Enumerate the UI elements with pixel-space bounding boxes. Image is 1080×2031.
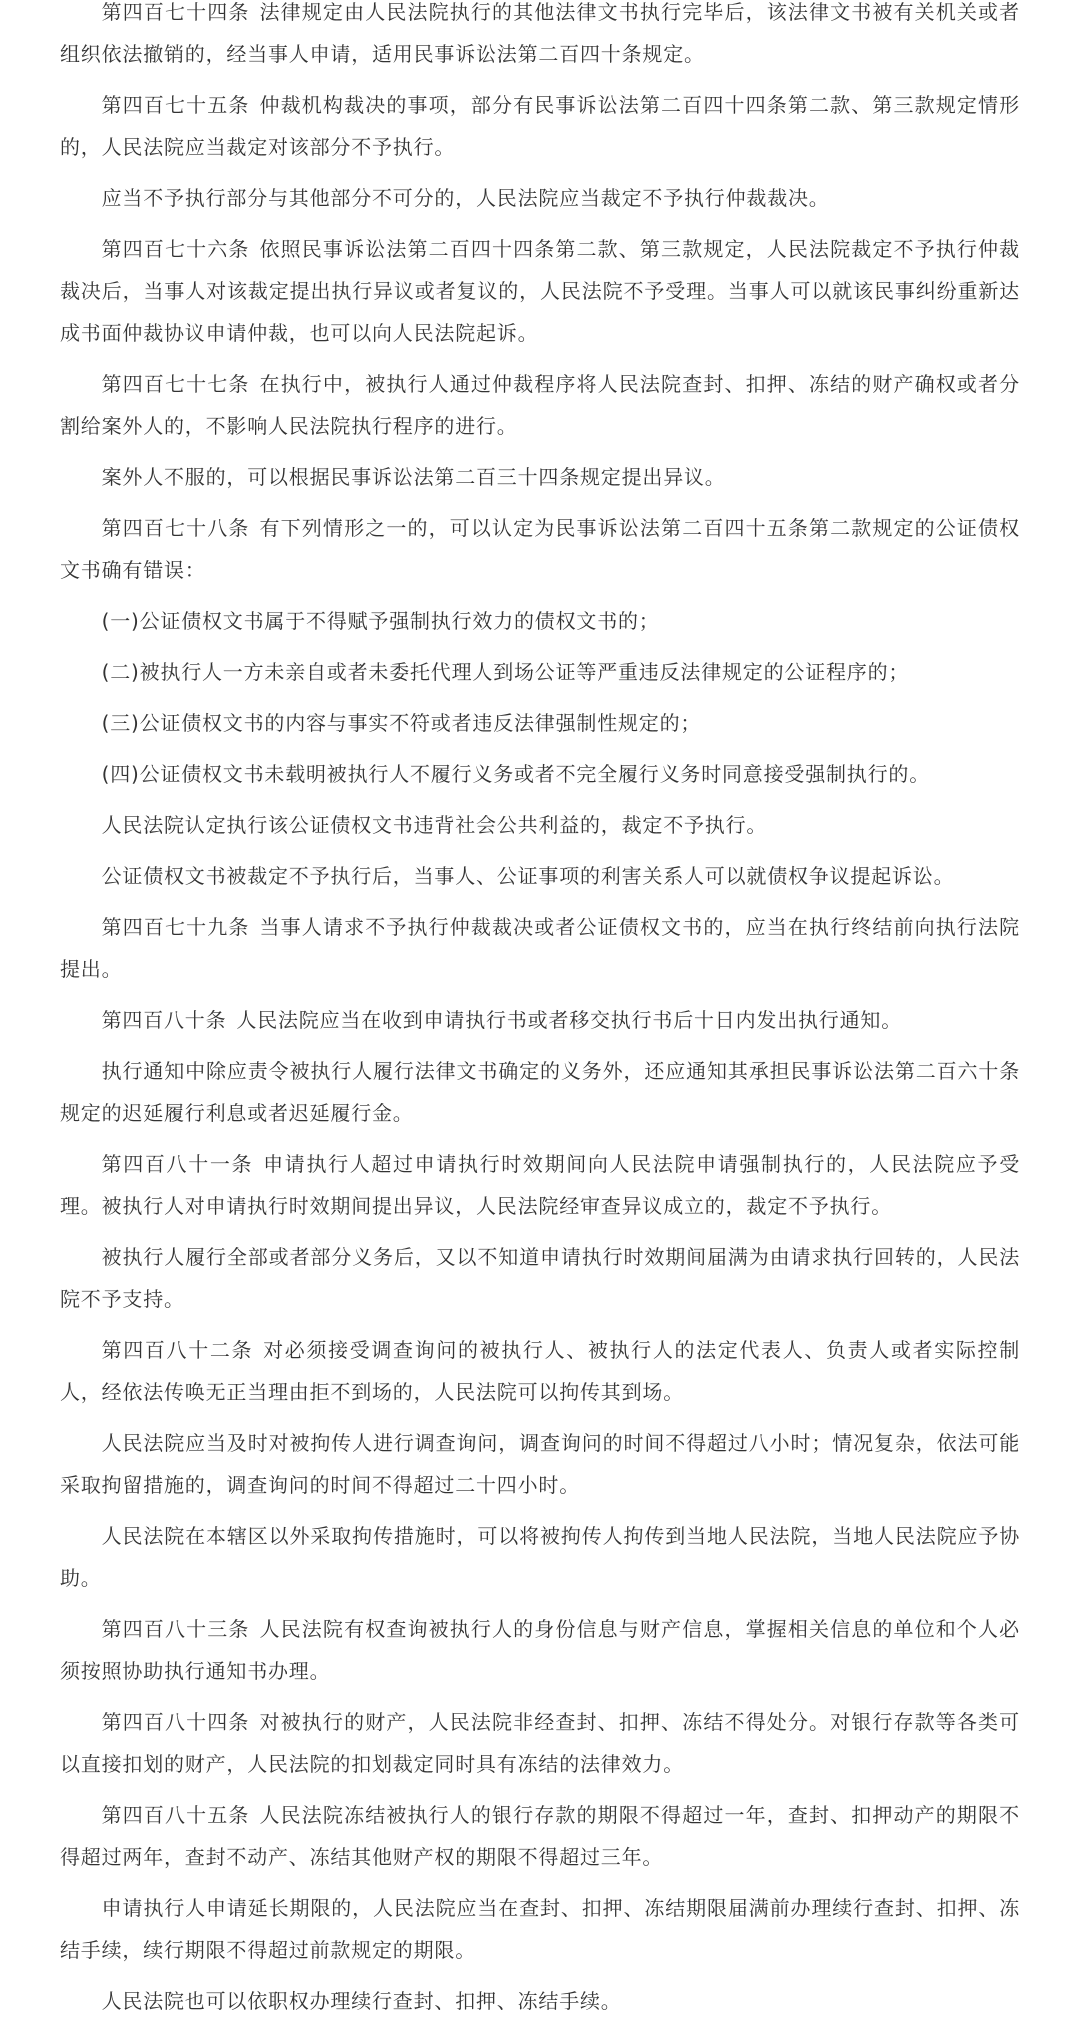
article-485-clause-2 bbox=[60, 1887, 1020, 1971]
article-482-paragraph bbox=[60, 1329, 1020, 1413]
paragraph-text: 人民法院冻结被执行人的银行存款的期限不得超过一年，查封、扣押动产的期限不得超过两年，查封不动产、冻结其他财产权的期限不得超过三年。 bbox=[60, 1803, 1020, 1869]
article-483-paragraph bbox=[60, 1608, 1020, 1692]
article-number: 第四百八十条 bbox=[101, 1008, 227, 1032]
article-number: 第四百八十一条 bbox=[101, 1152, 254, 1176]
paragraph-text: 公证债权文书被裁定不予执行后，当事人、公证事项的利害关系人可以就债权争议提起诉讼。 bbox=[101, 864, 955, 888]
article-482-clause-2 bbox=[60, 1422, 1020, 1506]
paragraph-text: 人民法院也可以依职权办理续行查封、扣押、冻结手续。 bbox=[101, 1989, 622, 2013]
paragraph-text: 对被执行的财产，人民法院非经查封、扣押、冻结不得处分。对银行存款等各类可以直接扣划的财产，人民法院的扣划裁定同时具有冻结的法律效力。 bbox=[60, 1710, 1020, 1776]
paragraph-text: 对必须接受调查询问的被执行人、被执行人的法定代表人、负责人或者实际控制人，经依法传唤无正当理由拒不到场的，人民法院可以拘传其到场。 bbox=[60, 1338, 1020, 1404]
article-480-clause-2 bbox=[60, 1050, 1020, 1134]
article-478-item-1 bbox=[60, 600, 1020, 642]
article-481-paragraph bbox=[60, 1143, 1020, 1227]
article-479-paragraph bbox=[60, 906, 1020, 990]
article-478-item-2 bbox=[60, 651, 1020, 693]
paragraph-text: 人民法院有权查询被执行人的身份信息与财产信息，掌握相关信息的单位和个人必须按照协助执行通知书办理。 bbox=[60, 1617, 1020, 1683]
article-476-paragraph bbox=[60, 228, 1020, 354]
paragraph-text: 案外人不服的，可以根据民事诉讼法第二百三十四条规定提出异议。 bbox=[101, 465, 726, 489]
article-number: 第四百八十二条 bbox=[101, 1338, 254, 1362]
article-number: 第四百七十九条 bbox=[101, 915, 250, 939]
article-477-clause-2 bbox=[60, 456, 1020, 498]
list-item-text: (二)被执行人一方未亲自或者未委托代理人到场公证等严重违反法律规定的公证程序的； bbox=[101, 660, 910, 684]
legal-document-body bbox=[60, 0, 1020, 2031]
article-481-clause-2 bbox=[60, 1236, 1020, 1320]
article-482-clause-3 bbox=[60, 1515, 1020, 1599]
paragraph-text: 人民法院应当在收到申请执行书或者移交执行书后十日内发出执行通知。 bbox=[236, 1008, 903, 1032]
article-484-paragraph bbox=[60, 1701, 1020, 1785]
article-475-paragraph bbox=[60, 84, 1020, 168]
article-number: 第四百八十三条 bbox=[101, 1617, 250, 1641]
article-478-clause-2 bbox=[60, 804, 1020, 846]
paragraph-text: 当事人请求不予执行仲裁裁决或者公证债权文书的，应当在执行终结前向执行法院提出。 bbox=[60, 915, 1020, 981]
paragraph-text: 有下列情形之一的，可以认定为民事诉讼法第二百四十五条第二款规定的公证债权文书确有错误： bbox=[60, 516, 1020, 582]
paragraph-text: 应当不予执行部分与其他部分不可分的，人民法院应当裁定不予执行仲裁裁决。 bbox=[101, 186, 830, 210]
article-number: 第四百七十六条 bbox=[101, 237, 250, 261]
paragraph-text: 申请执行人超过申请执行时效期间向人民法院申请强制执行的，人民法院应予受理。被执行人对申请执行时效期间提出异议，人民法院经审查异议成立的，裁定不予执行。 bbox=[60, 1152, 1020, 1218]
paragraph-text: 依照民事诉讼法第二百四十四条第二款、第三款规定，人民法院裁定不予执行仲裁裁决后，当事人对该裁定提出执行异议或者复议的，人民法院不予受理。当事人可以就该民事纠纷重新达成书面仲裁协议申请仲裁，也可以向人民法院起诉。 bbox=[60, 237, 1020, 345]
paragraph-text: 被执行人履行全部或者部分义务后，又以不知道申请执行时效期间届满为由请求执行回转的，人民法院不予支持。 bbox=[60, 1245, 1020, 1311]
paragraph-text: 申请执行人申请延长期限的，人民法院应当在查封、扣押、冻结期限届满前办理续行查封、扣押、冻结手续，续行期限不得超过前款规定的期限。 bbox=[60, 1896, 1020, 1962]
article-478-clause-3 bbox=[60, 855, 1020, 897]
paragraph-text: 人民法院在本辖区以外采取拘传措施时，可以将被拘传人拘传到当地人民法院，当地人民法院应予协助。 bbox=[60, 1524, 1020, 1590]
article-477-paragraph bbox=[60, 363, 1020, 447]
article-480-paragraph bbox=[60, 999, 1020, 1041]
article-474-paragraph bbox=[60, 0, 1020, 75]
paragraph-text: 人民法院应当及时对被拘传人进行调查询问，调查询问的时间不得超过八小时；情况复杂，依法可能采取拘留措施的，调查询问的时间不得超过二十四小时。 bbox=[60, 1431, 1020, 1497]
list-item-text: (三)公证债权文书的内容与事实不符或者违反法律强制性规定的； bbox=[101, 711, 702, 735]
article-485-clause-3 bbox=[60, 1980, 1020, 2022]
article-number: 第四百七十八条 bbox=[101, 516, 250, 540]
list-item-text: (四)公证债权文书未载明被执行人不履行义务或者不完全履行义务时同意接受强制执行的。 bbox=[101, 762, 930, 786]
article-475-clause-2 bbox=[60, 177, 1020, 219]
list-item-text: (一)公证债权文书属于不得赋予强制执行效力的债权文书的； bbox=[101, 609, 660, 633]
article-number: 第四百八十四条 bbox=[101, 1710, 250, 1734]
paragraph-text: 在执行中，被执行人通过仲裁程序将人民法院查封、扣押、冻结的财产确权或者分割给案外人的，不影响人民法院执行程序的进行。 bbox=[60, 372, 1020, 438]
article-478-paragraph bbox=[60, 507, 1020, 591]
article-number: 第四百七十七条 bbox=[101, 372, 250, 396]
paragraph-text: 执行通知中除应责令被执行人履行法律文书确定的义务外，还应通知其承担民事诉讼法第二百六十条规定的迟延履行利息或者迟延履行金。 bbox=[60, 1059, 1020, 1125]
paragraph-text: 法律规定由人民法院执行的其他法律文书执行完毕后，该法律文书被有关机关或者组织依法撤销的，经当事人申请，适用民事诉讼法第二百四十条规定。 bbox=[60, 0, 1020, 66]
article-485-paragraph bbox=[60, 1794, 1020, 1878]
article-478-item-4 bbox=[60, 753, 1020, 795]
article-number: 第四百七十四条 bbox=[101, 0, 250, 24]
paragraph-text: 人民法院认定执行该公证债权文书违背社会公共利益的，裁定不予执行。 bbox=[101, 813, 768, 837]
paragraph-text: 仲裁机构裁决的事项，部分有民事诉讼法第二百四十四条第二款、第三款规定情形的，人民法院应当裁定对该部分不予执行。 bbox=[60, 93, 1020, 159]
article-number: 第四百八十五条 bbox=[101, 1803, 250, 1827]
article-478-item-3 bbox=[60, 702, 1020, 744]
article-number: 第四百七十五条 bbox=[101, 93, 250, 117]
